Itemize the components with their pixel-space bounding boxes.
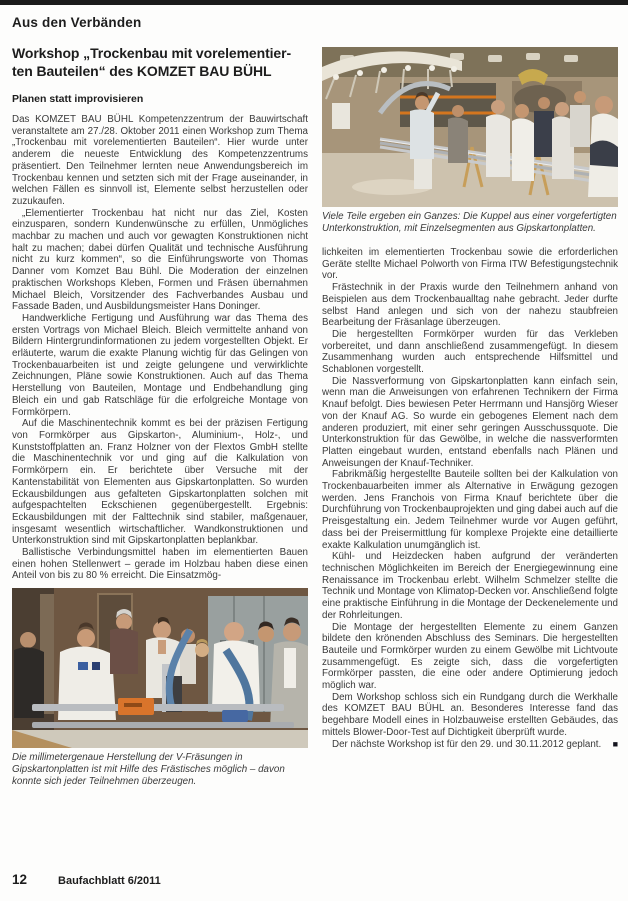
left-column [12,37,308,788]
paragraph: Auf die Maschinentechnik kommt es bei der präzisen Fertigung von Formkörper aus Gipskarton-, Aluminium-, Holz-, und Kunststoffplatten an. Franz Holzner von der Flextos GmbH stellte die Maschinentechnik vor und ging auf die Kalkulation von Formkörpern ein. Er berichtete über Versuche mit der Kantenstabilität von Elementen aus Gipskartonplatten. So wurden Eckausbildungen aus gefalteten Gipskartonplatten solchen mit aufgespachtelten Eckschienen gegenübergestellt. Ergebnis: Eckausbildungen mit der Falttechnik sind stabiler, maßgenauer, insgesamt wesentlich wirtschaftlicher. Wandkonstruktionen und Unterkonstruktion sind mit Gipskartonplatten beplankbar. [12,418,308,547]
left-body-text [12,114,308,582]
article-title-line1: Workshop „Trockenbau mit vorelementier- [12,45,292,61]
page-content [12,5,618,788]
paragraph: Dem Workshop schloss sich ein Rundgang durch die Werkhalle des KOMZET BAU BÜHL an. Besonderes Interesse fand das begehbare Modell eines in Holzbauweise erstellten Gebäudes, das mittels Blower-Door-Test auf Dichtigkeit überprüft wurde. [322,691,618,738]
paragraph: Die Nassverformung von Gipskartonplatten kann einfach sein, wenn man die Anweisungen von erfahrenen Technikern der Firma Knauf befolgt. Dies bewiesen Peter Herrmann und Hansjörg Wieser von der Knauf AG. So wurde ein gebogenes Element nach dem anderen produziert, mit einer sehr geringen Ausschussquote. Die Unterkonstruktion für das Gewölbe, in welche die nassverformten Platten eingebaut wurden, entstand ebenfalls nach Plänen und Anweisungen der Knauf-Techniker. [322,375,618,469]
paragraph: Handwerkliche Fertigung und Ausführung war das Thema des ersten Vortrags von Michael Bleich. Bleich vermittelte anhand von Bildern Hintergrundinformationen zu jedem vorgestellten Objekt. Er erläuterte, warum die exakte Planung wichtig für das Gelingen von Trockenbauarbeiten ist und zeigte gelungene und verwirklichte Zeichnungen, Pläne sowie Konstruktionen. Auch auf das Thema Herstellung von Bauteilen, Montage und Endbehandlung ging Bleich ein und gab Ratschläge für die erfolgreiche Montage von Formkörpern. [12,312,308,418]
paragraph: Kühl- und Heizdecken haben aufgrund der veränderten technischen Möglichkeiten im Bereich der Energiegewinnung eine Renaissance im Trockenbau erlebt. Wilhelm Schmelzer stellte die Technik und Montage von Klimatop-Decken vor. Anschließend folgte eine praktische Einführung in die Montage der Deckenelemente und der Rohrleitungen. [322,551,618,621]
paragraph: Die Montage der hergestellten Elemente zu einem Ganzen bildete den krönenden Abschluss des Seminars. Die hergestellten Bauteile und Formkörper wurden zu einem Gewölbe mit Lichtvoute zusammengefügt. Es zeigte sich, dass die vorgefertigten Formkörper passten, die eine oder andere Optimierung jedoch möglich war. [322,621,618,692]
right-column [322,37,618,788]
right-body-text [322,247,618,750]
section-header: Aus den Verbänden [12,15,142,30]
paragraph: Frästechnik in der Praxis wurde den Teilnehmern anhand von Beispielen aus dem Trockenbaualltag nahe gebracht. Jeder durfte selbst Hand anlegen und sich von der nahezu staubfreien Bearbeitung der Fräsanlage überzeugen. [322,282,618,329]
left-photo-caption: Die millimetergenaue Herstellung der V-Fräsungen in Gipskartonplatten ist mit Hilfe des Frästisches möglich – davon konnte sich jeder Teilnehmen überzeugen. [12,752,285,788]
last-paragraph-text: Der nächste Workshop ist für den 29. und 30.11.2012 geplant. [332,738,602,750]
journal-title: Baufachblatt 6/2011 [58,875,161,887]
paragraph-last [322,739,618,751]
right-photo-caption: Viele Teile ergeben ein Ganzes: Die Kuppel aus einer vorgefertigten Unterkonstruktion, mit Einzelsegmenten aus Gipskartonplatten. [322,211,617,234]
end-of-article-mark: ■ [612,738,618,749]
article-title-line2: ten Bauteilen“ des KOMZET BAU BÜHL [12,63,272,79]
photo-workshop-hall [322,47,618,207]
paragraph: „Elementierter Trockenbau hat nicht nur das Ziel, Kosten einzusparen, sondern Kundenwünsche zu erfüllen, Unmögliches machbar zu machen und auch vor gewagten Konstruktionen nicht halt zu machen; dabei dürfen Qualität und technische Ausführung nicht zu kurz kommen“, so die Einführungsworte von Thomas Danner vom Komzet Bau Bühl. Die Moderation der einzelnen praktischen Workshops Kleben, Formen und Fräsen übernahmen Michael Bleich, Vorsitzender des Fachverbandes Ausbau und Fassade Baden, und Ausbildungsmeister Hans Doninger. [12,207,308,313]
paragraph: Das KOMZET BAU BÜHL Kompetenzzentrum der Bauwirtschaft veranstaltete am 27./28. Oktober 2011 einen Workshop zum Thema „Trockenbau mit vorelementierten Bauteilen“. Hier wurde unter anderem die neueste Entwicklung des Kompetenzzentrums präsentiert. Den Teilnehmer lernten neue Anwendungsbereich im Trockenbau kennen und setzten sich mit der Frage auseinander, in welchen Fällen es sinnvoll ist, Elemente selbst herzustellen oder zuzukaufen. [12,114,308,207]
article-subtitle: Planen statt improvisieren [12,93,144,105]
two-column-layout [12,37,618,788]
page-number: 12 [12,872,28,887]
paragraph: lichkeiten im elementierten Trockenbau sowie die erforderlichen Geräte stellte Michael Polworth von Firma ITW Befestigungstechnik vor. [322,247,618,282]
article-title [12,44,308,80]
paragraph: Fabrikmäßig hergestellte Bauteile sollten bei der Kalkulation von Trockenbauarbeiten immer als Alternative in Erwägung gezogen werden. Jens Franchois von Firma Knauf berichtete über die Durchführung von Trockenbauprojekten und ging dabei auch auf die Preisgestaltung ein. Jedem Teilnehmer wurde vor Augen geführt, dass bei der Preisermittlung für komplexe Projekte eine detaillierte exakte Kalkulation unumgänglich ist. [322,469,618,551]
photo-milling-table [12,588,308,748]
page-footer [12,872,618,887]
paragraph: Ballistische Verbindungsmittel haben im elementierten Bauen einen hohen Stellenwert – gerade im Holzbau haben diese einen Anteil von bis zu 80 % erreicht. Die Einsatzmög- [12,547,308,582]
paragraph: Die hergestellten Formkörper wurden für das Verkleben vorbereitet, und dann anschließend zusammengefügt. In diesem Zusammenhang wurden auch entsprechende Hilfsmittel und Schablonen vorgestellt. [322,328,618,376]
